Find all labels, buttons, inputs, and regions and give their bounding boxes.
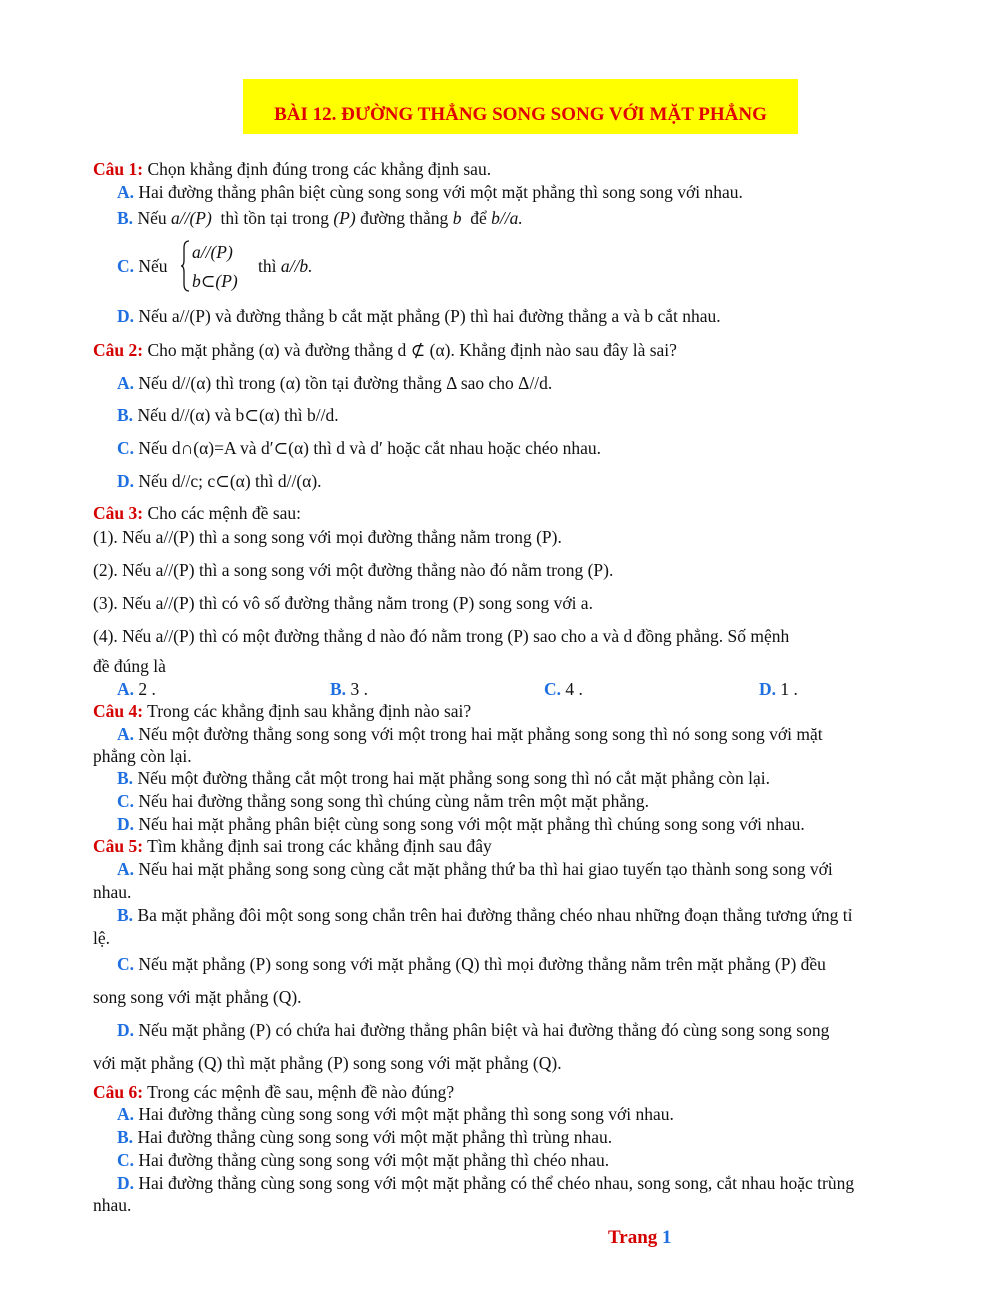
option-3d bbox=[759, 678, 798, 700]
option-5a-cont: nhau. bbox=[93, 882, 132, 902]
option-5b-cont: lệ. bbox=[93, 928, 111, 948]
option-label: D. bbox=[117, 1173, 135, 1193]
option-3b bbox=[330, 678, 368, 700]
option-3c bbox=[544, 678, 583, 700]
option-label: D. bbox=[759, 679, 777, 699]
option-label: C. bbox=[117, 954, 135, 974]
page-footer bbox=[608, 1227, 672, 1249]
option-text: Hai đường thẳng cùng song song với một mặt phẳng thì chéo nhau. bbox=[138, 1150, 610, 1170]
option-5d-cont: với mặt phẳng (Q) thì mặt phẳng (P) song song với mặt phẳng (Q). bbox=[93, 1053, 562, 1073]
option-4d bbox=[117, 813, 805, 835]
question-label: Câu 1: bbox=[93, 159, 144, 179]
option-text: 1 . bbox=[780, 679, 798, 699]
option-5c-cont: song song với mặt phẳng (Q). bbox=[93, 987, 302, 1007]
option-2c bbox=[117, 437, 601, 459]
option-text: Nếu hai đường thẳng song song thì chúng cùng nằm trên một mặt phẳng. bbox=[138, 791, 649, 811]
option-2b bbox=[117, 404, 339, 426]
text: Nếu bbox=[138, 256, 168, 276]
option-4b bbox=[117, 767, 770, 789]
option-label: B. bbox=[117, 208, 134, 228]
math: (P) bbox=[333, 208, 356, 228]
option-label: A. bbox=[117, 724, 135, 744]
math: b bbox=[452, 208, 462, 228]
math: a//b. bbox=[280, 256, 313, 276]
option-4a bbox=[117, 723, 823, 745]
question-label: Câu 4: bbox=[93, 701, 144, 721]
option-label: C. bbox=[544, 679, 562, 699]
option-text: Nếu một đường thẳng cắt một trong hai mặt phẳng song song thì nó cắt mặt phẳng còn lại. bbox=[137, 768, 771, 788]
option-text: Nếu hai mặt phẳng phân biệt cùng song song với một mặt phẳng thì chúng song song với nhau. bbox=[138, 814, 805, 834]
option-text: Hai đường thẳng cùng song song với một mặt phẳng thì song song với nhau. bbox=[138, 1104, 674, 1124]
option-text: Nếu d∩(α)=A và d′⊂(α) thì d và d′ hoặc cắt nhau hoặc chéo nhau. bbox=[138, 438, 601, 458]
option-text: 4 . bbox=[565, 679, 583, 699]
question-text: Trong các khẳng định sau khẳng định nào sai? bbox=[147, 701, 472, 721]
option-5a bbox=[117, 858, 833, 880]
option-5c bbox=[117, 953, 826, 975]
option-label: A. bbox=[117, 859, 135, 879]
option-5b bbox=[117, 904, 852, 926]
option-label: B. bbox=[117, 405, 134, 425]
option-label: B. bbox=[117, 768, 134, 788]
math: b//a. bbox=[491, 208, 523, 228]
option-text: 2 . bbox=[138, 679, 156, 699]
option-label: B. bbox=[117, 905, 134, 925]
page-title: BÀI 12. ĐƯỜNG THẲNG SONG SONG VỚI MẶT PHẲNG bbox=[274, 104, 767, 125]
option-6a bbox=[117, 1103, 674, 1125]
option-6d bbox=[117, 1172, 854, 1194]
option-text: Hai đường thẳng cùng song song với một mặt phẳng có thể chéo nhau, song song, cắt nhau hoặc trùng bbox=[138, 1173, 855, 1193]
statement-2: (2). Nếu a//(P) thì a song song với một đường thẳng nào đó nằm trong (P). bbox=[93, 560, 614, 580]
option-1c-tail bbox=[258, 255, 312, 277]
option-text: Nếu mặt phẳng (P) có chứa hai đường thẳng phân biệt và hai đường thẳng đó cùng song song song bbox=[138, 1020, 830, 1040]
option-label: C. bbox=[117, 1150, 135, 1170]
option-6b bbox=[117, 1126, 612, 1148]
option-label: D. bbox=[117, 306, 135, 326]
text: để bbox=[470, 208, 487, 228]
option-label: C. bbox=[117, 256, 135, 276]
option-text: Hai đường thẳng phân biệt cùng song song với một mặt phẳng thì song song với nhau. bbox=[138, 182, 743, 202]
option-1b bbox=[117, 207, 523, 229]
question-2 bbox=[93, 339, 677, 361]
question-label: Câu 2: bbox=[93, 340, 144, 360]
question-text: Chọn khẳng định đúng trong các khẳng định sau. bbox=[147, 159, 492, 179]
option-text: Nếu a//(P) và đường thẳng b cắt mặt phẳng (P) thì hai đường thẳng a và b cắt nhau. bbox=[138, 306, 721, 326]
statement-4: (4). Nếu a//(P) thì có một đường thẳng d nào đó nằm trong (P) sao cho a và d đồng phẳng. Số mệnh bbox=[93, 626, 790, 646]
text: đường thẳng bbox=[360, 208, 449, 228]
option-label: C. bbox=[117, 791, 135, 811]
question-label: Câu 6: bbox=[93, 1082, 144, 1102]
option-6c bbox=[117, 1149, 609, 1171]
system-brace-icon bbox=[180, 240, 190, 292]
option-2a bbox=[117, 372, 552, 394]
option-1d bbox=[117, 305, 721, 327]
option-6d-cont: nhau. bbox=[93, 1195, 132, 1215]
page-number: 1 bbox=[662, 1227, 672, 1248]
option-label: B. bbox=[330, 679, 347, 699]
option-label: A. bbox=[117, 679, 135, 699]
option-3a bbox=[117, 678, 156, 700]
question-label: Câu 5: bbox=[93, 836, 144, 856]
option-label: B. bbox=[117, 1127, 134, 1147]
option-label: D. bbox=[117, 1020, 135, 1040]
option-label: A. bbox=[117, 373, 135, 393]
question-6 bbox=[93, 1081, 454, 1103]
option-text: Ba mặt phẳng đôi một song song chắn trên hai đường thẳng chéo nhau những đoạn thẳng tương ứng tỉ bbox=[137, 905, 853, 925]
question-text: Trong các mệnh đề sau, mệnh đề nào đúng? bbox=[147, 1082, 455, 1102]
option-label: A. bbox=[117, 182, 135, 202]
option-label: A. bbox=[117, 1104, 135, 1124]
question-text: Cho các mệnh đề sau: bbox=[147, 503, 302, 523]
option-2d bbox=[117, 470, 322, 492]
option-5d bbox=[117, 1019, 829, 1041]
question-3 bbox=[93, 502, 301, 524]
math: a//(P) bbox=[170, 208, 212, 228]
text: Nếu bbox=[137, 208, 167, 228]
question-text: Cho mặt phẳng (α) và đường thẳng d ⊄ (α). Khẳng định nào sau đây là sai? bbox=[147, 340, 677, 360]
option-text: Nếu d//(α) và b⊂(α) thì b//d. bbox=[137, 405, 339, 425]
option-text: Nếu một đường thẳng song song với một trong hai mặt phẳng song song thì nó song song với mặt bbox=[138, 724, 823, 744]
text: thì bbox=[258, 256, 277, 276]
option-text: Hai đường thẳng cùng song song với một mặt phẳng thì trùng nhau. bbox=[137, 1127, 613, 1147]
system-line-1: a//(P) bbox=[192, 242, 233, 262]
question-5 bbox=[93, 835, 492, 857]
option-4a-cont: phẳng còn lại. bbox=[93, 746, 192, 766]
system-line-2: b⊂(P) bbox=[192, 271, 238, 291]
question-text: Tìm khẳng định sai trong các khẳng định sau đây bbox=[147, 836, 492, 856]
option-label: D. bbox=[117, 814, 135, 834]
statement-3: (3). Nếu a//(P) thì có vô số đường thẳng nằm trong (P) song song với a. bbox=[93, 593, 593, 613]
option-text: Nếu hai mặt phẳng song song cùng cắt mặt phẳng thứ ba thì hai giao tuyến tạo thành song song với bbox=[138, 859, 833, 879]
question-label: Câu 3: bbox=[93, 503, 144, 523]
option-text: Nếu d//c; c⊂(α) thì d//(α). bbox=[138, 471, 322, 491]
option-text: Nếu d//(α) thì trong (α) tồn tại đường thẳng Δ sao cho Δ//d. bbox=[138, 373, 553, 393]
text: thì tồn tại trong bbox=[220, 208, 329, 228]
question-1 bbox=[93, 158, 491, 180]
option-label: C. bbox=[117, 438, 135, 458]
option-4c bbox=[117, 790, 649, 812]
option-label: D. bbox=[117, 471, 135, 491]
option-text: 3 . bbox=[350, 679, 368, 699]
option-1a bbox=[117, 181, 743, 203]
option-1c-label bbox=[117, 255, 168, 277]
option-text: Nếu mặt phẳng (P) song song với mặt phẳng (Q) thì mọi đường thẳng nằm trên mặt phẳng (P) đều bbox=[138, 954, 826, 974]
footer-word: Trang bbox=[608, 1227, 658, 1248]
question-4 bbox=[93, 700, 471, 722]
title-banner bbox=[243, 79, 798, 134]
statement-1: (1). Nếu a//(P) thì a song song với mọi đường thẳng nằm trong (P). bbox=[93, 527, 562, 547]
statement-4-cont: đề đúng là bbox=[93, 656, 166, 676]
